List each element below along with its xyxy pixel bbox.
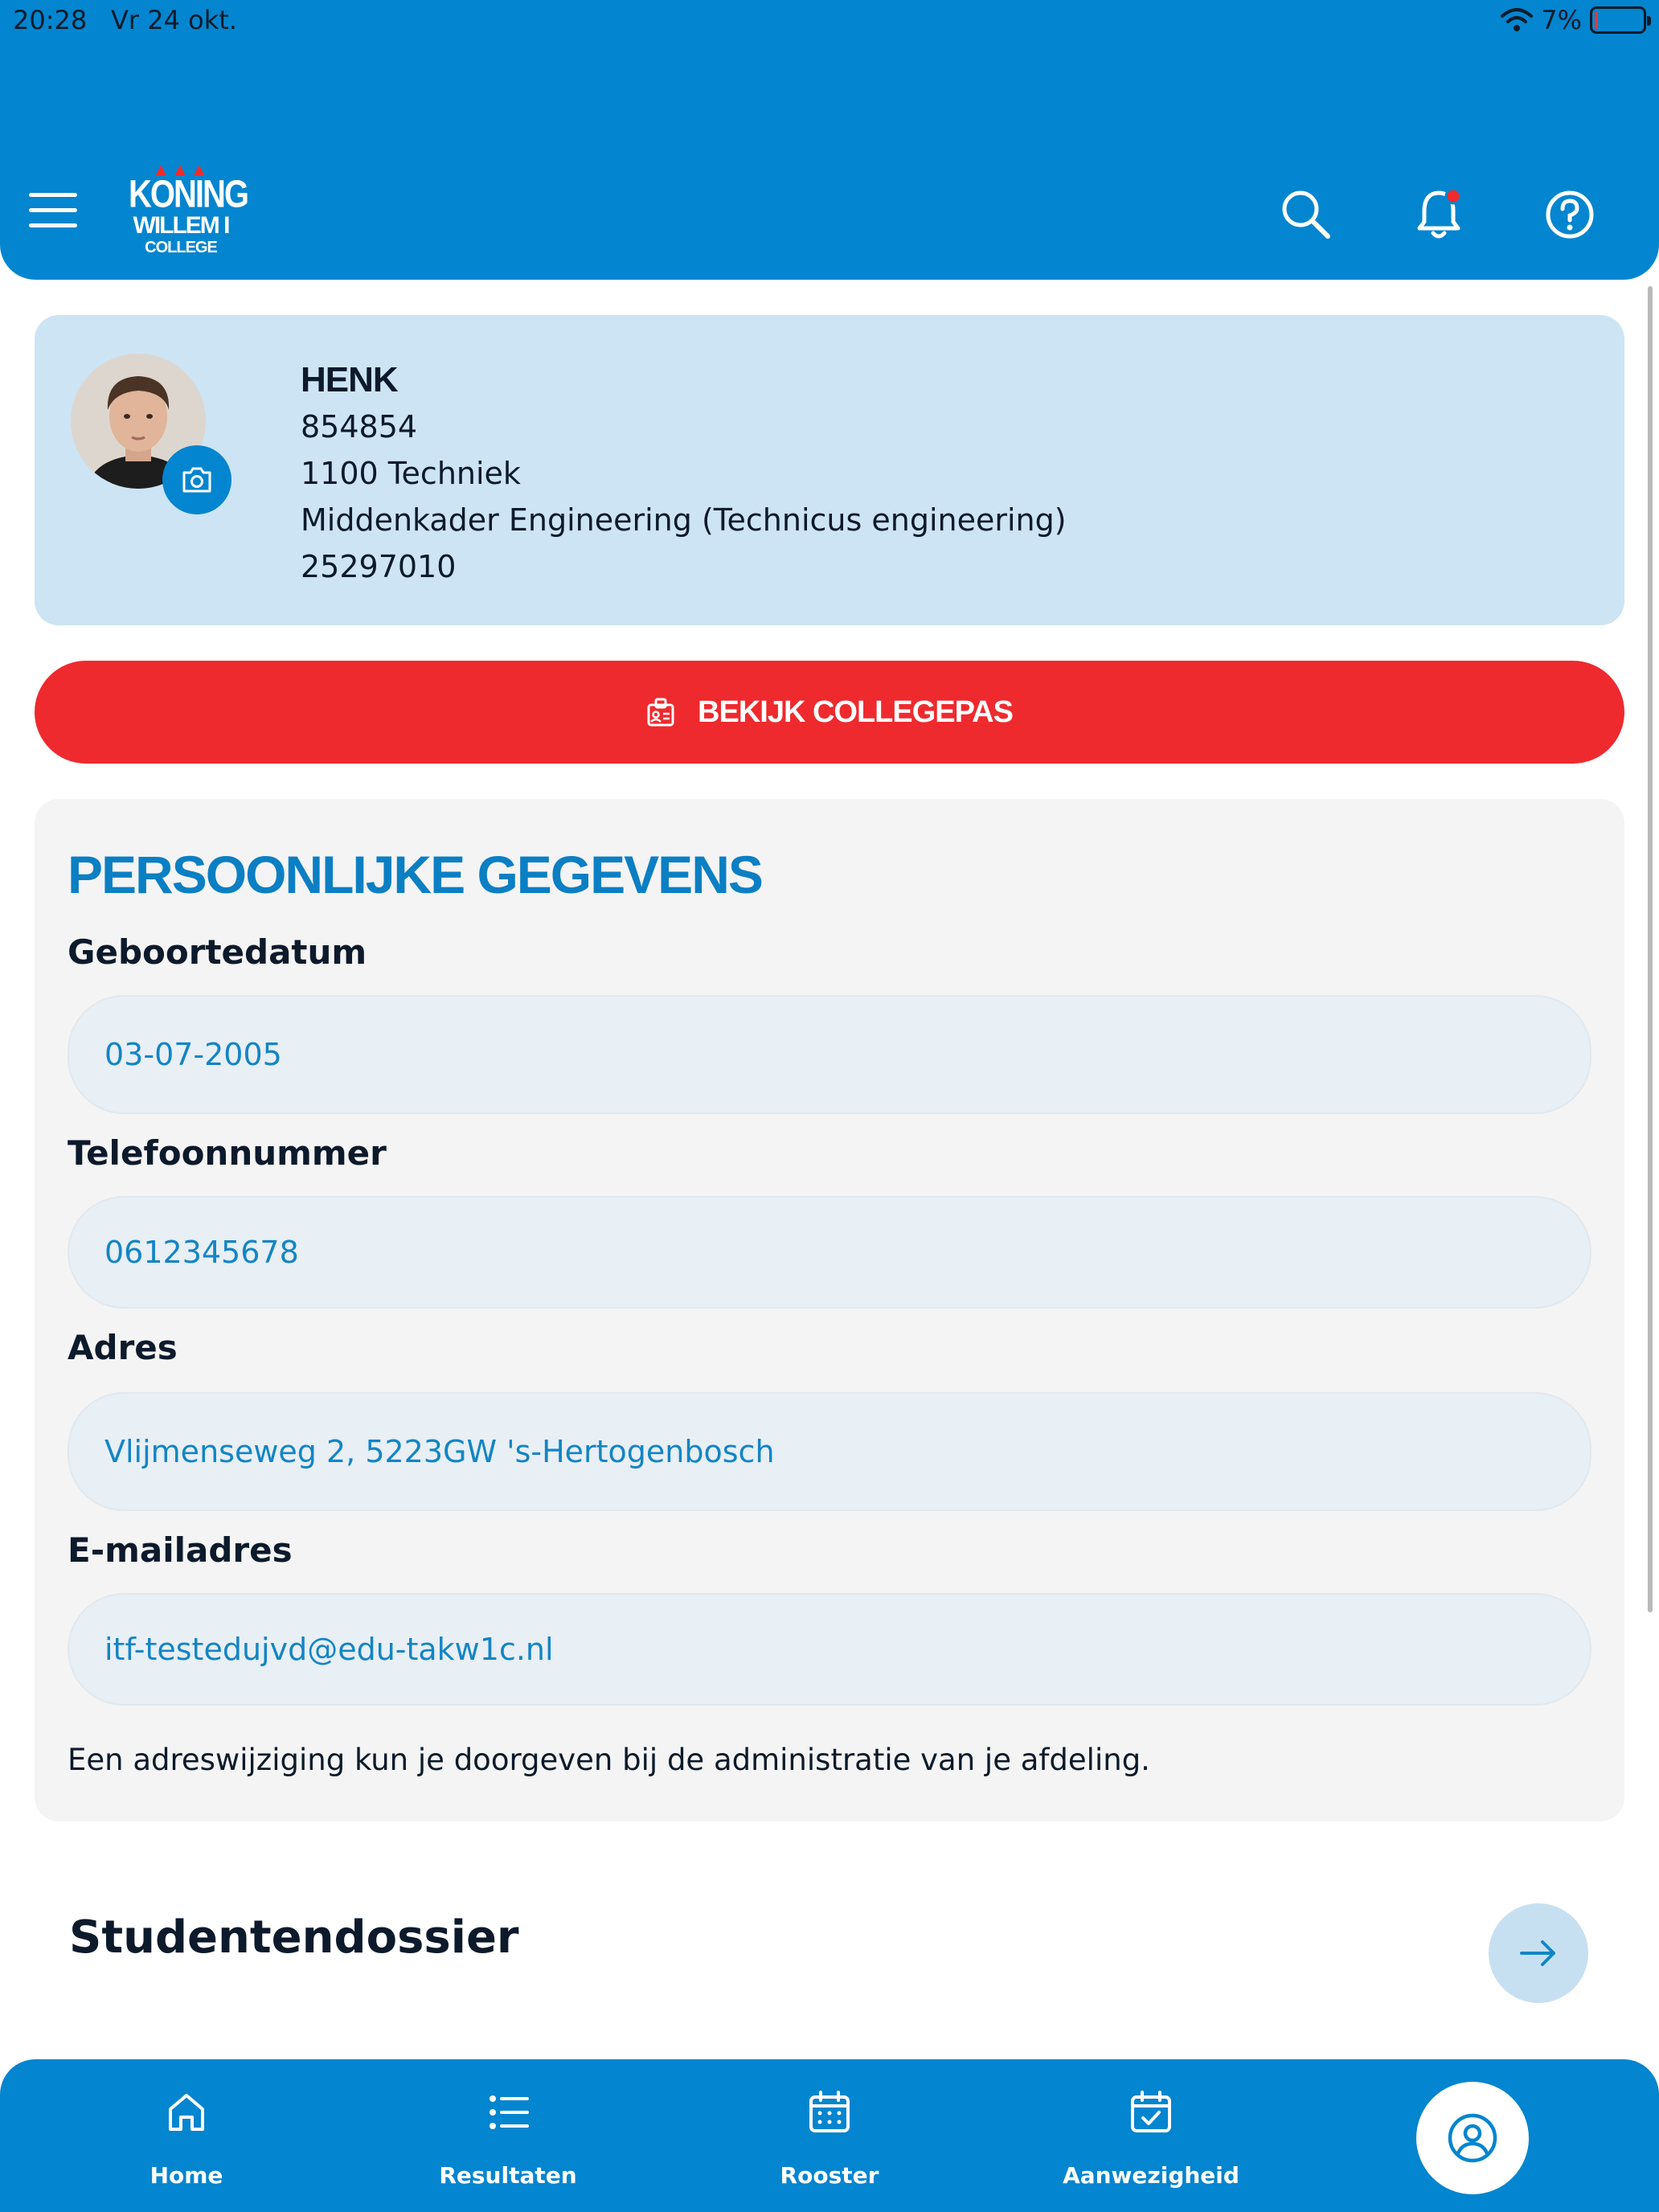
student-department: 1100 Techniek	[301, 456, 521, 491]
profile-info	[301, 357, 1067, 590]
search-button[interactable]	[1278, 186, 1334, 243]
nav-home-label: Home	[150, 2162, 223, 2189]
camera-icon	[181, 466, 213, 494]
notifications-button[interactable]	[1411, 186, 1467, 243]
student-name: HENK	[301, 360, 398, 399]
status-time: 20:28	[13, 5, 88, 35]
home-icon	[164, 2090, 209, 2135]
battery-level	[1595, 11, 1598, 29]
nav-results-label: Resultaten	[439, 2162, 577, 2189]
status-right	[1501, 5, 1646, 35]
section-title: PERSOONLIJKE GEGEVENS	[68, 845, 762, 904]
nav-schedule[interactable]	[709, 2090, 950, 2189]
student-dossier-title: Studentendossier	[69, 1911, 519, 1964]
student-dossier-button[interactable]	[1489, 1903, 1588, 2003]
logo-line-2: WILLEM I	[133, 212, 229, 239]
logo-crown-icon: ▲▲▲	[152, 159, 210, 179]
menu-icon-bar	[29, 208, 77, 212]
battery-percent: 7%	[1541, 5, 1582, 35]
birthdate-field[interactable]: 03-07-2005	[68, 995, 1591, 1114]
address-label: Adres	[68, 1328, 178, 1367]
battery-icon	[1590, 6, 1646, 34]
id-card-icon	[646, 697, 675, 727]
nav-attendance[interactable]	[1030, 2090, 1272, 2189]
calendar-check-icon	[1129, 2090, 1174, 2135]
view-college-pass-button[interactable]	[35, 661, 1624, 764]
logo-line-3: COLLEGE	[145, 239, 217, 256]
birthdate-label: Geboortedatum	[68, 932, 367, 972]
email-field[interactable]: itf-testedujvd@edu-takw1c.nl	[68, 1593, 1591, 1706]
phone-field[interactable]: 0612345678	[68, 1196, 1591, 1309]
status-bar	[0, 0, 1659, 45]
arrow-right-icon	[1518, 1937, 1559, 1969]
scrollbar[interactable]	[1648, 286, 1653, 1612]
nav-profile-button[interactable]	[1416, 2082, 1529, 2194]
bell-icon	[1411, 186, 1467, 243]
nav-attendance-label: Aanwezigheid	[1063, 2162, 1239, 2189]
menu-icon-bar	[29, 223, 77, 227]
logo-line-1: KONING	[129, 173, 248, 216]
nav-results[interactable]	[387, 2090, 629, 2189]
menu-button[interactable]	[29, 193, 77, 231]
nav-schedule-label: Rooster	[780, 2162, 879, 2189]
user-circle-icon	[1446, 2112, 1499, 2165]
phone-label: Telefoonnummer	[68, 1133, 387, 1173]
view-college-pass-label: BEKIJK COLLEGEPAS	[698, 694, 1013, 729]
student-code: 25297010	[301, 549, 457, 584]
status-date: Vr 24 okt.	[111, 5, 237, 35]
address-change-note: Een adreswijziging kun je doorgeven bij de administratie van je afdeling.	[68, 1743, 1150, 1777]
address-field[interactable]: Vlijmenseweg 2, 5223GW 's-Hertogenbosch	[68, 1392, 1591, 1511]
wifi-icon	[1501, 8, 1533, 32]
help-icon	[1542, 186, 1598, 243]
nav-home[interactable]	[66, 2090, 307, 2189]
email-label: E-mailadres	[68, 1530, 293, 1570]
search-icon	[1278, 186, 1334, 243]
help-button[interactable]	[1542, 186, 1598, 243]
student-program: Middenkader Engineering (Technicus engineering)	[301, 502, 1067, 538]
college-logo[interactable]	[129, 159, 248, 257]
change-photo-button[interactable]	[162, 445, 231, 514]
calendar-icon	[807, 2090, 852, 2135]
student-number: 854854	[301, 409, 418, 444]
menu-icon-bar	[29, 193, 77, 197]
list-icon	[485, 2090, 530, 2135]
